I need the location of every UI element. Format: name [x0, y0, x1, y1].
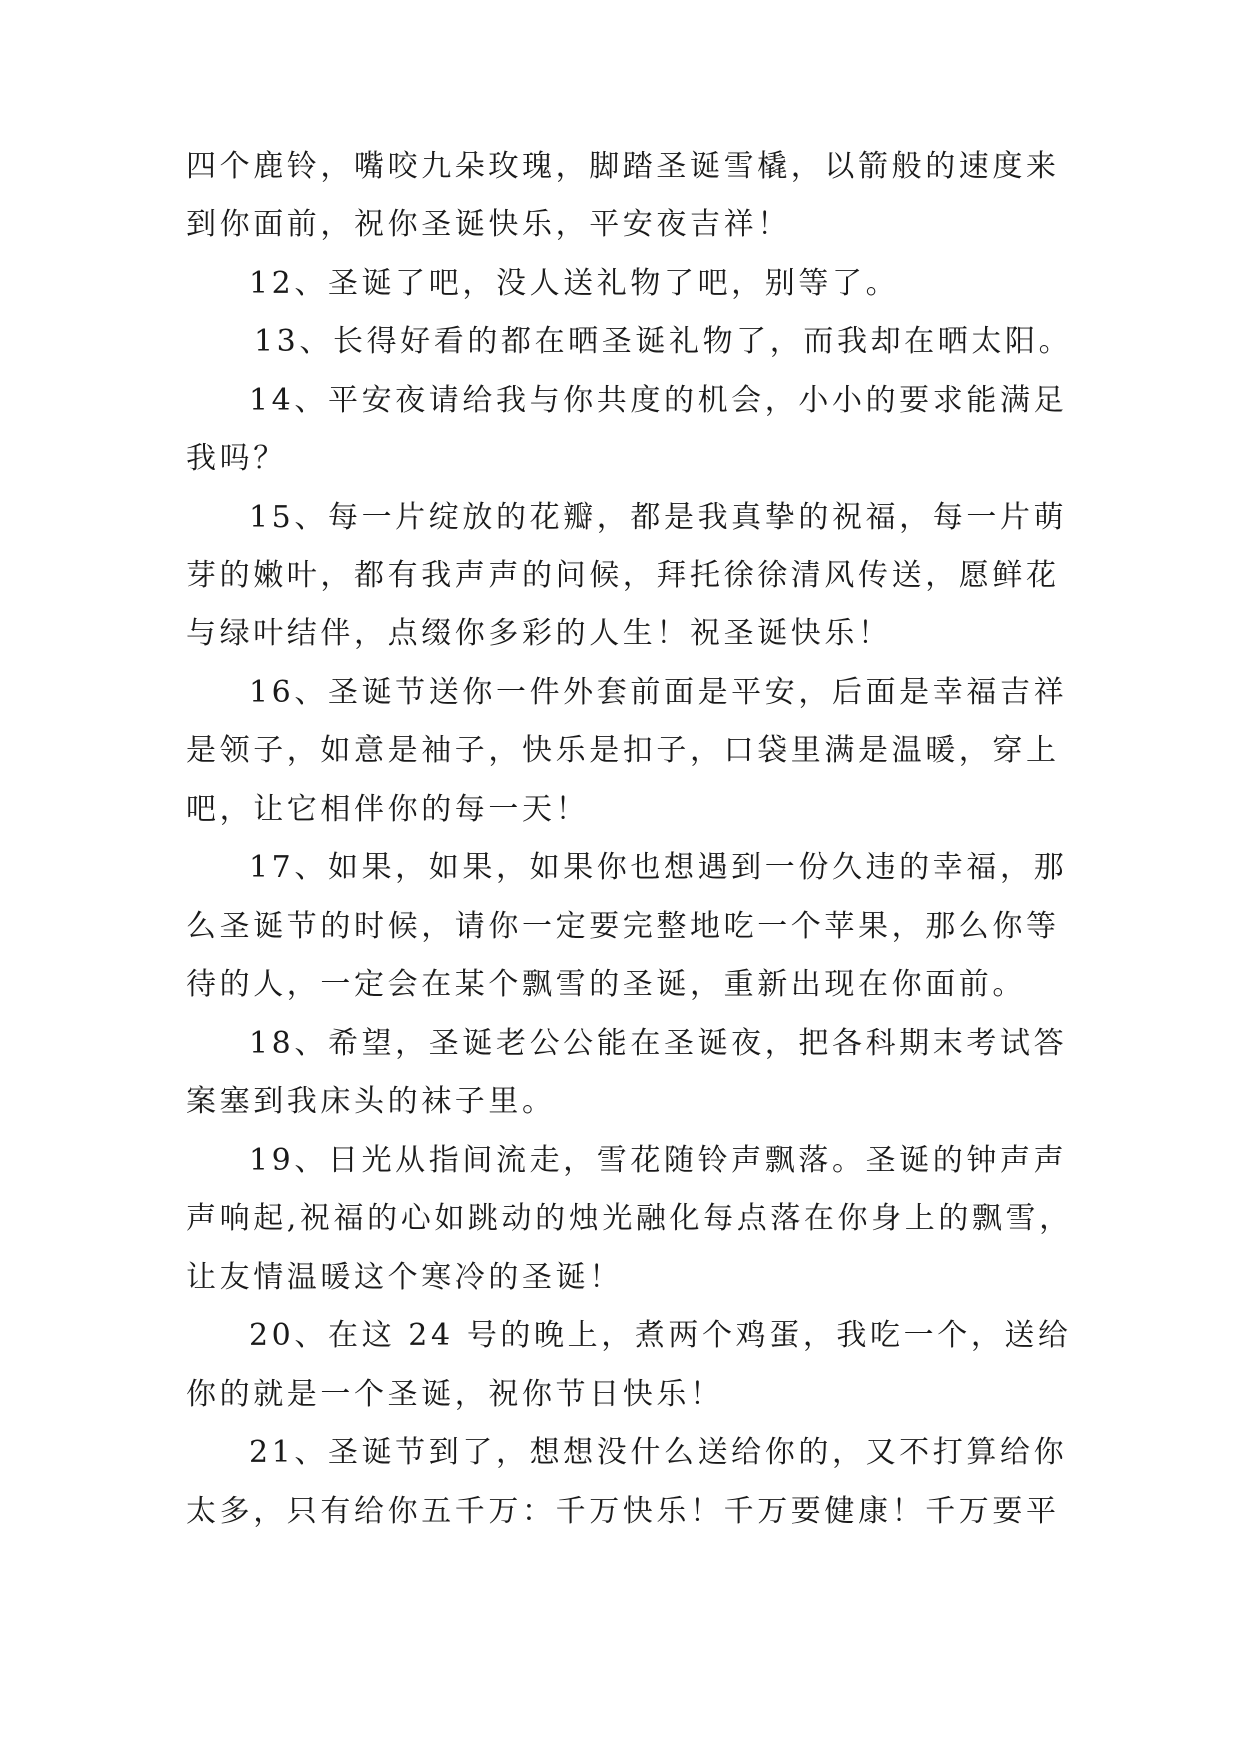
text-line: 12、圣诞了吧，没人送礼物了吧，别等了。	[249, 266, 900, 301]
text-line: 芽的嫩叶，都有我声声的问候，拜托徐徐清风传送，愿鲜花	[186, 558, 1060, 593]
text-line: 与绿叶结伴，点缀你多彩的人生！祝圣诞快乐！	[186, 616, 892, 651]
text-line: 吧，让它相伴你的每一天！	[186, 792, 590, 827]
text-line: 20、在这 24 号的晚上，煮两个鸡蛋，我吃一个，送给	[249, 1318, 1072, 1353]
text-line: 18、希望，圣诞老公公能在圣诞夜，把各科期末考试答	[249, 1026, 1068, 1061]
text-line: 我吗？	[186, 441, 287, 476]
text-line: 待的人，一定会在某个飘雪的圣诞，重新出现在你面前。	[186, 967, 1026, 1002]
text-line: 么圣诞节的时候，请你一定要完整地吃一个苹果，那么你等	[186, 909, 1060, 944]
text-line: 太多，只有给你五千万：千万快乐！千万要健康！千万要平	[186, 1494, 1060, 1529]
text-line: 13、长得好看的都在晒圣诞礼物了，而我却在晒太阳。	[254, 324, 1073, 359]
text-line: 你的就是一个圣诞，祝你节日快乐！	[186, 1377, 724, 1412]
text-line: 到你面前，祝你圣诞快乐，平安夜吉祥！	[186, 207, 791, 242]
text-line: 19、日光从指间流走，雪花随铃声飘落。圣诞的钟声声	[249, 1143, 1068, 1178]
text-line: 声响起,祝福的心如跳动的烛光融化每点落在你身上的飘雪，	[186, 1201, 1073, 1236]
text-line: 案塞到我床头的袜子里。	[186, 1084, 556, 1119]
text-line: 14、平安夜请给我与你共度的机会，小小的要求能满足	[249, 383, 1068, 418]
text-line: 17、如果，如果，如果你也想遇到一份久违的幸福，那	[249, 850, 1068, 885]
text-line: 15、每一片绽放的花瓣，都是我真挚的祝福，每一片萌	[249, 500, 1068, 535]
text-line: 四个鹿铃，嘴咬九朵玫瑰，脚踏圣诞雪橇，以箭般的速度来	[186, 149, 1060, 184]
text-line: 让友情温暖这个寒冷的圣诞！	[186, 1260, 623, 1295]
text-line: 16、圣诞节送你一件外套前面是平安，后面是幸福吉祥	[249, 675, 1068, 710]
text-line: 是领子，如意是袖子，快乐是扣子，口袋里满是温暖，穿上	[186, 733, 1060, 768]
text-line: 21、圣诞节到了，想想没什么送给你的，又不打算给你	[249, 1435, 1068, 1470]
